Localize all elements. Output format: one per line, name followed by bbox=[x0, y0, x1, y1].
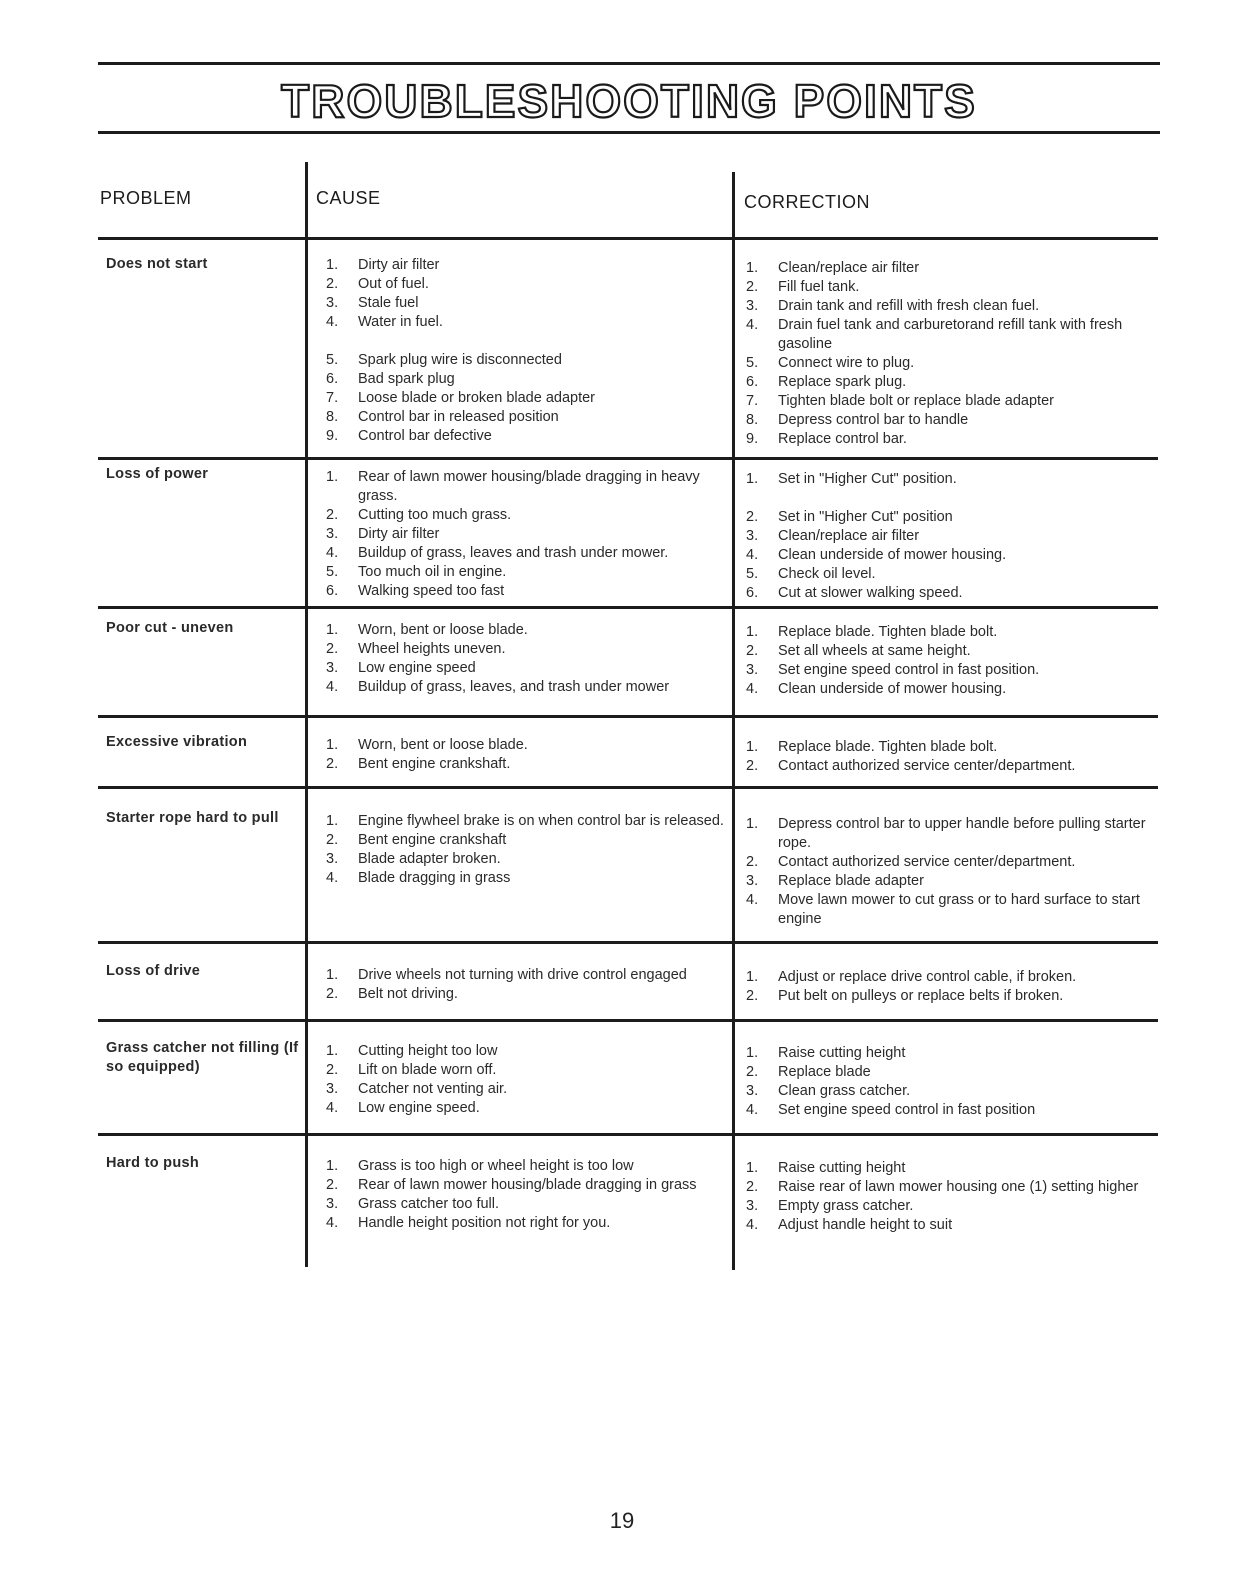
cause-item: 4. Blade dragging in grass bbox=[326, 870, 511, 886]
correction-item: 2. Contact authorized service center/department. bbox=[746, 854, 1076, 870]
cause-item: 9. Control bar defective bbox=[326, 428, 492, 444]
header-rule bbox=[98, 237, 1158, 240]
correction-item: 2. Set all wheels at same height. bbox=[746, 643, 971, 659]
correction-item: 2. Raise rear of lawn mower housing one (1) setting higher bbox=[746, 1179, 1139, 1195]
correction-item: 2. Contact authorized service center/department. bbox=[746, 758, 1076, 774]
problem-label: Hard to push bbox=[106, 1155, 200, 1171]
correction-item: 5. Check oil level. bbox=[746, 566, 876, 582]
cause-item: 4. Low engine speed. bbox=[326, 1100, 480, 1116]
cause-item: 3. Dirty air filter bbox=[326, 526, 440, 542]
top-rule bbox=[98, 62, 1160, 65]
cause-list bbox=[326, 1042, 726, 1118]
cause-list bbox=[326, 1157, 726, 1233]
correction-list bbox=[746, 815, 1160, 929]
cause-list bbox=[326, 812, 726, 888]
correction-item: 1. Set in "Higher Cut" position. bbox=[746, 471, 957, 487]
correction-item: 5. Connect wire to plug. bbox=[746, 355, 915, 371]
correction-list bbox=[746, 1159, 1160, 1235]
cause-item: 5. Spark plug wire is disconnected bbox=[326, 352, 562, 368]
cause-item: 3. Blade adapter broken. bbox=[326, 851, 501, 867]
cause-item: 8. Control bar in released position bbox=[326, 409, 559, 425]
correction-item: 1. Depress control bar to upper handle before pulling starter rope. bbox=[746, 816, 1146, 851]
row-divider bbox=[98, 941, 1158, 944]
cause-item: 6. Walking speed too fast bbox=[326, 583, 505, 599]
cause-item: 2. Out of fuel. bbox=[326, 276, 429, 292]
cause-item: 3. Low engine speed bbox=[326, 660, 476, 676]
problem-label: Loss of drive bbox=[106, 963, 201, 979]
correction-item: 4. Set engine speed control in fast position bbox=[746, 1102, 1036, 1118]
correction-item: 1. Replace blade. Tighten blade bolt. bbox=[746, 624, 998, 640]
cause-item: 4. Handle height position not right for you. bbox=[326, 1215, 611, 1231]
correction-column-divider bbox=[732, 172, 735, 1270]
cause-list bbox=[326, 468, 726, 601]
cause-item: 1. Worn, bent or loose blade. bbox=[326, 622, 528, 638]
correction-item: 3. Replace blade adapter bbox=[746, 873, 924, 889]
correction-item: 4. Drain fuel tank and carburetorand refill tank with fresh gasoline bbox=[746, 317, 1123, 352]
correction-item: 4. Adjust handle height to suit bbox=[746, 1217, 953, 1233]
cause-item: 2. Lift on blade worn off. bbox=[326, 1062, 497, 1078]
cause-item: 3. Grass catcher too full. bbox=[326, 1196, 500, 1212]
cause-item: 6. Bad spark plug bbox=[326, 371, 455, 387]
problem-label: Poor cut - uneven bbox=[106, 620, 234, 636]
cause-item: 3. Catcher not venting air. bbox=[326, 1081, 508, 1097]
correction-item: 3. Empty grass catcher. bbox=[746, 1198, 914, 1214]
cause-item: 5. Too much oil in engine. bbox=[326, 564, 507, 580]
cause-item: 2. Bent engine crankshaft. bbox=[326, 756, 511, 772]
cause-item: 1. Engine flywheel brake is on when control bar is released. bbox=[326, 813, 724, 829]
row-divider bbox=[98, 715, 1158, 718]
problem-label: Loss of power bbox=[106, 466, 209, 482]
correction-item: 2. Replace blade bbox=[746, 1064, 871, 1080]
correction-list bbox=[746, 259, 1160, 449]
cause-item: 2. Rear of lawn mower housing/blade dragging in grass bbox=[326, 1177, 697, 1193]
cause-item: 1. Drive wheels not turning with drive control engaged bbox=[326, 967, 687, 983]
page-number: 19 bbox=[609, 1508, 635, 1533]
cause-item: 7. Loose blade or broken blade adapter bbox=[326, 390, 596, 406]
correction-item: 2. Fill fuel tank. bbox=[746, 279, 860, 295]
problem-label: Starter rope hard to pull bbox=[106, 810, 279, 826]
correction-item: 6. Replace spark plug. bbox=[746, 374, 907, 390]
cause-item: 2. Cutting too much grass. bbox=[326, 507, 512, 523]
row-divider bbox=[98, 786, 1158, 789]
correction-item: 1. Raise cutting height bbox=[746, 1045, 906, 1061]
cause-item: 4. Buildup of grass, leaves and trash under mower. bbox=[326, 545, 669, 561]
correction-spacer bbox=[746, 489, 1160, 508]
correction-item: 4. Clean underside of mower housing. bbox=[746, 681, 1007, 697]
problem-label: Does not start bbox=[106, 256, 208, 272]
correction-item: 6. Cut at slower walking speed. bbox=[746, 585, 963, 601]
correction-list bbox=[746, 470, 1160, 603]
page-title: TROUBLESHOOTING POINTS bbox=[281, 75, 977, 127]
correction-item: 3. Clean grass catcher. bbox=[746, 1083, 911, 1099]
problem-label: Grass catcher not filling (If so equipped) bbox=[106, 1040, 299, 1075]
row-divider bbox=[98, 1019, 1158, 1022]
correction-item: 4. Clean underside of mower housing. bbox=[746, 547, 1007, 563]
correction-item: 3. Drain tank and refill with fresh clean fuel. bbox=[746, 298, 1040, 314]
cause-list bbox=[326, 621, 726, 697]
problem-label: Excessive vibration bbox=[106, 734, 248, 750]
row-divider bbox=[98, 606, 1158, 609]
correction-item: 9. Replace control bar. bbox=[746, 431, 907, 447]
correction-item: 1. Clean/replace air filter bbox=[746, 260, 920, 276]
header-cause: CAUSE bbox=[316, 188, 381, 208]
title-underline-rule bbox=[98, 131, 1160, 134]
correction-item: 7. Tighten blade bolt or replace blade adapter bbox=[746, 393, 1054, 409]
header-problem: PROBLEM bbox=[100, 188, 192, 208]
correction-item: 1. Raise cutting height bbox=[746, 1160, 906, 1176]
cause-list bbox=[326, 736, 726, 774]
correction-item: 2. Put belt on pulleys or replace belts if broken. bbox=[746, 988, 1064, 1004]
cause-list bbox=[326, 966, 726, 1004]
correction-item: 3. Set engine speed control in fast position. bbox=[746, 662, 1040, 678]
cause-spacer bbox=[326, 332, 726, 351]
cause-item: 1. Cutting height too low bbox=[326, 1043, 498, 1059]
cause-item: 1. Rear of lawn mower housing/blade dragging in heavy grass. bbox=[326, 469, 700, 504]
correction-item: 1. Adjust or replace drive control cable, if broken. bbox=[746, 969, 1077, 985]
cause-item: 2. Bent engine crankshaft bbox=[326, 832, 507, 848]
cause-item: 4. Buildup of grass, leaves, and trash under mower bbox=[326, 679, 670, 695]
correction-list bbox=[746, 623, 1160, 699]
header-correction: CORRECTION bbox=[744, 192, 870, 212]
correction-list bbox=[746, 968, 1160, 1006]
correction-list bbox=[746, 738, 1160, 776]
correction-item: 1. Replace blade. Tighten blade bolt. bbox=[746, 739, 998, 755]
cause-item: 4. Water in fuel. bbox=[326, 314, 443, 330]
cause-item: 2. Wheel heights uneven. bbox=[326, 641, 506, 657]
correction-item: 8. Depress control bar to handle bbox=[746, 412, 969, 428]
correction-item: 3. Clean/replace air filter bbox=[746, 528, 920, 544]
cause-list bbox=[326, 256, 726, 446]
cause-item: 1. Dirty air filter bbox=[326, 257, 440, 273]
row-divider bbox=[98, 457, 1158, 460]
correction-item: 4. Move lawn mower to cut grass or to hard surface to start engine bbox=[746, 892, 1140, 927]
correction-list bbox=[746, 1044, 1160, 1120]
row-divider bbox=[98, 1133, 1158, 1136]
cause-item: 2. Belt not driving. bbox=[326, 986, 458, 1002]
cause-item: 3. Stale fuel bbox=[326, 295, 419, 311]
cause-item: 1. Worn, bent or loose blade. bbox=[326, 737, 528, 753]
cause-item: 1. Grass is too high or wheel height is too low bbox=[326, 1158, 634, 1174]
correction-item: 2. Set in "Higher Cut" position bbox=[746, 509, 953, 525]
